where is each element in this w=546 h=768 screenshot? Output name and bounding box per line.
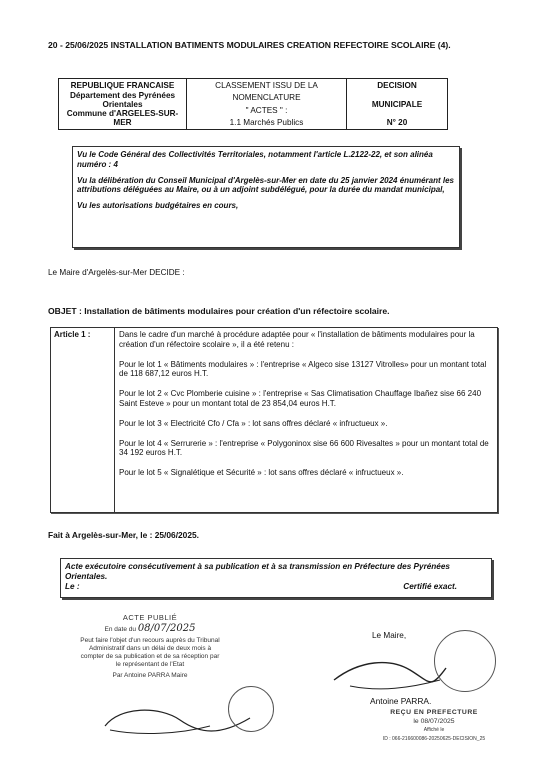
maire-label: Le Maire, [372, 631, 407, 640]
article-paragraph: Dans le cadre d'un marché à procédure adaptée pour « l'installation de bâtiments modulaires pour la création d'un réfectoire scolaire », il a été retenu : [119, 330, 475, 349]
commune-label: Commune d'ARGELES-SUR-MER [66, 109, 179, 127]
article-label: Article 1 : [51, 328, 115, 512]
department-label: Département des Pyrénées Orientales [69, 90, 176, 109]
document-title: 20 - 25/06/2025 INSTALLATION BATIMENTS MODULAIRES CREATION REFECTOIRE SCOLAIRE (4). [48, 40, 451, 50]
stamp-date-prefix: En date du [104, 626, 136, 633]
left-seal-icon [228, 686, 274, 732]
certifie-label: Certifié exact. [403, 582, 457, 591]
article-content [115, 328, 497, 512]
decide-line: Le Maire d'Argelès-sur-Mer DECIDE : [48, 268, 185, 277]
maire-name: Antoine PARRA. [370, 696, 432, 706]
vu-box [72, 146, 460, 248]
article-table [50, 327, 498, 513]
decision-number: N° 20 [386, 118, 408, 127]
classification-line-4: 1.1 Marchés Publics [229, 117, 304, 127]
prefecture-stamp [372, 708, 496, 748]
prefecture-heading: REÇU EN PREFECTURE [390, 709, 478, 716]
prefecture-date: le 08/07/2025 [413, 718, 455, 725]
publication-stamp [80, 614, 220, 680]
objet-line: OBJET : Installation de bâtiments modulaires pour création d'un réfectoire scolaire. [48, 306, 390, 316]
municipale-label: MUNICIPALE [371, 99, 423, 109]
maire-signature [330, 640, 450, 700]
stamp-signed: Par Antoine PARRA Maire [112, 672, 188, 679]
decision-label: DECISION [377, 81, 417, 90]
header-decision-cell [347, 79, 447, 129]
executoire-box [60, 558, 492, 598]
classification-line-2: NOMENCLATURE [232, 93, 301, 103]
prefecture-id: ID : 066-216600086-20250625-DECISION_25 [382, 736, 486, 742]
header-table [58, 78, 448, 130]
lot-2: Pour le lot 2 « Cvc Plomberie cuisine » : l'entreprise « Sas Climatisation Chauffage Ibañez sise 66 240 Saint Esteve » pour un montant total de 23 854,04 euros H.T. [119, 389, 482, 408]
stamp-date-handwritten: 08/07/2025 [137, 623, 196, 634]
mairie-seal-icon [434, 630, 496, 692]
republic-label: REPUBLIQUE FRANCAISE [70, 81, 175, 90]
classification-line-3: " ACTES " : [245, 105, 288, 115]
lot-1: Pour le lot 1 « Bâtiments modulaires » : l'entreprise « Algeco sise 13127 Vitrolles» pour un montant total de 118 687,12 euros H.T. [119, 359, 487, 379]
vu-paragraph-2: Vu la délibération du Conseil Municipal d'Argelès-sur-Mer en date du 25 janvier 2024 énumérant les attributions déléguées au Maire, ou à un adjoint subdélégué, pour la durée du mandat municipal, [77, 175, 454, 195]
classification-line-1: CLASSEMENT ISSU DE LA [215, 81, 318, 90]
fait-line: Fait à Argelès-sur-Mer, le : 25/06/2025. [48, 530, 199, 540]
vu-paragraph-1: Vu le Code Général des Collectivités Territoriales, notamment l'article L.2122-22, et son alinéa numéro : 4 [77, 150, 433, 169]
stamp-heading: ACTE PUBLIÉ [122, 613, 178, 622]
executoire-date-label: Le : [65, 582, 80, 591]
header-classification-cell [187, 79, 347, 129]
header-commune-cell [59, 79, 187, 129]
stamp-text: Peut faire l'objet d'un recours auprès du Tribunal Administratif dans un délai de deux mois à compter de sa publication et de sa réception par le représentant de l'Etat [80, 637, 220, 668]
vu-paragraph-3: Vu les autorisations budgétaires en cours, [77, 201, 239, 211]
lot-3: Pour le lot 3 « Electricité Cfo / Cfa » : lot sans offres déclaré « infructueux ». [119, 418, 388, 428]
prefecture-sub: Affiché le [423, 727, 445, 733]
lot-5: Pour le lot 5 « Signalétique et Sécurité » : lot sans offres déclaré « infructueux ». [119, 468, 404, 478]
executoire-text: Acte exécutoire consécutivement à sa publication et à sa transmission en Préfecture des Pyrénées Orientales. [65, 562, 450, 581]
lot-4: Pour le lot 4 « Serrurerie » : l'entreprise « Polygoninox sise 66 600 Rivesaltes » pour un montant total de 34 192 euros H.T. [119, 438, 489, 458]
